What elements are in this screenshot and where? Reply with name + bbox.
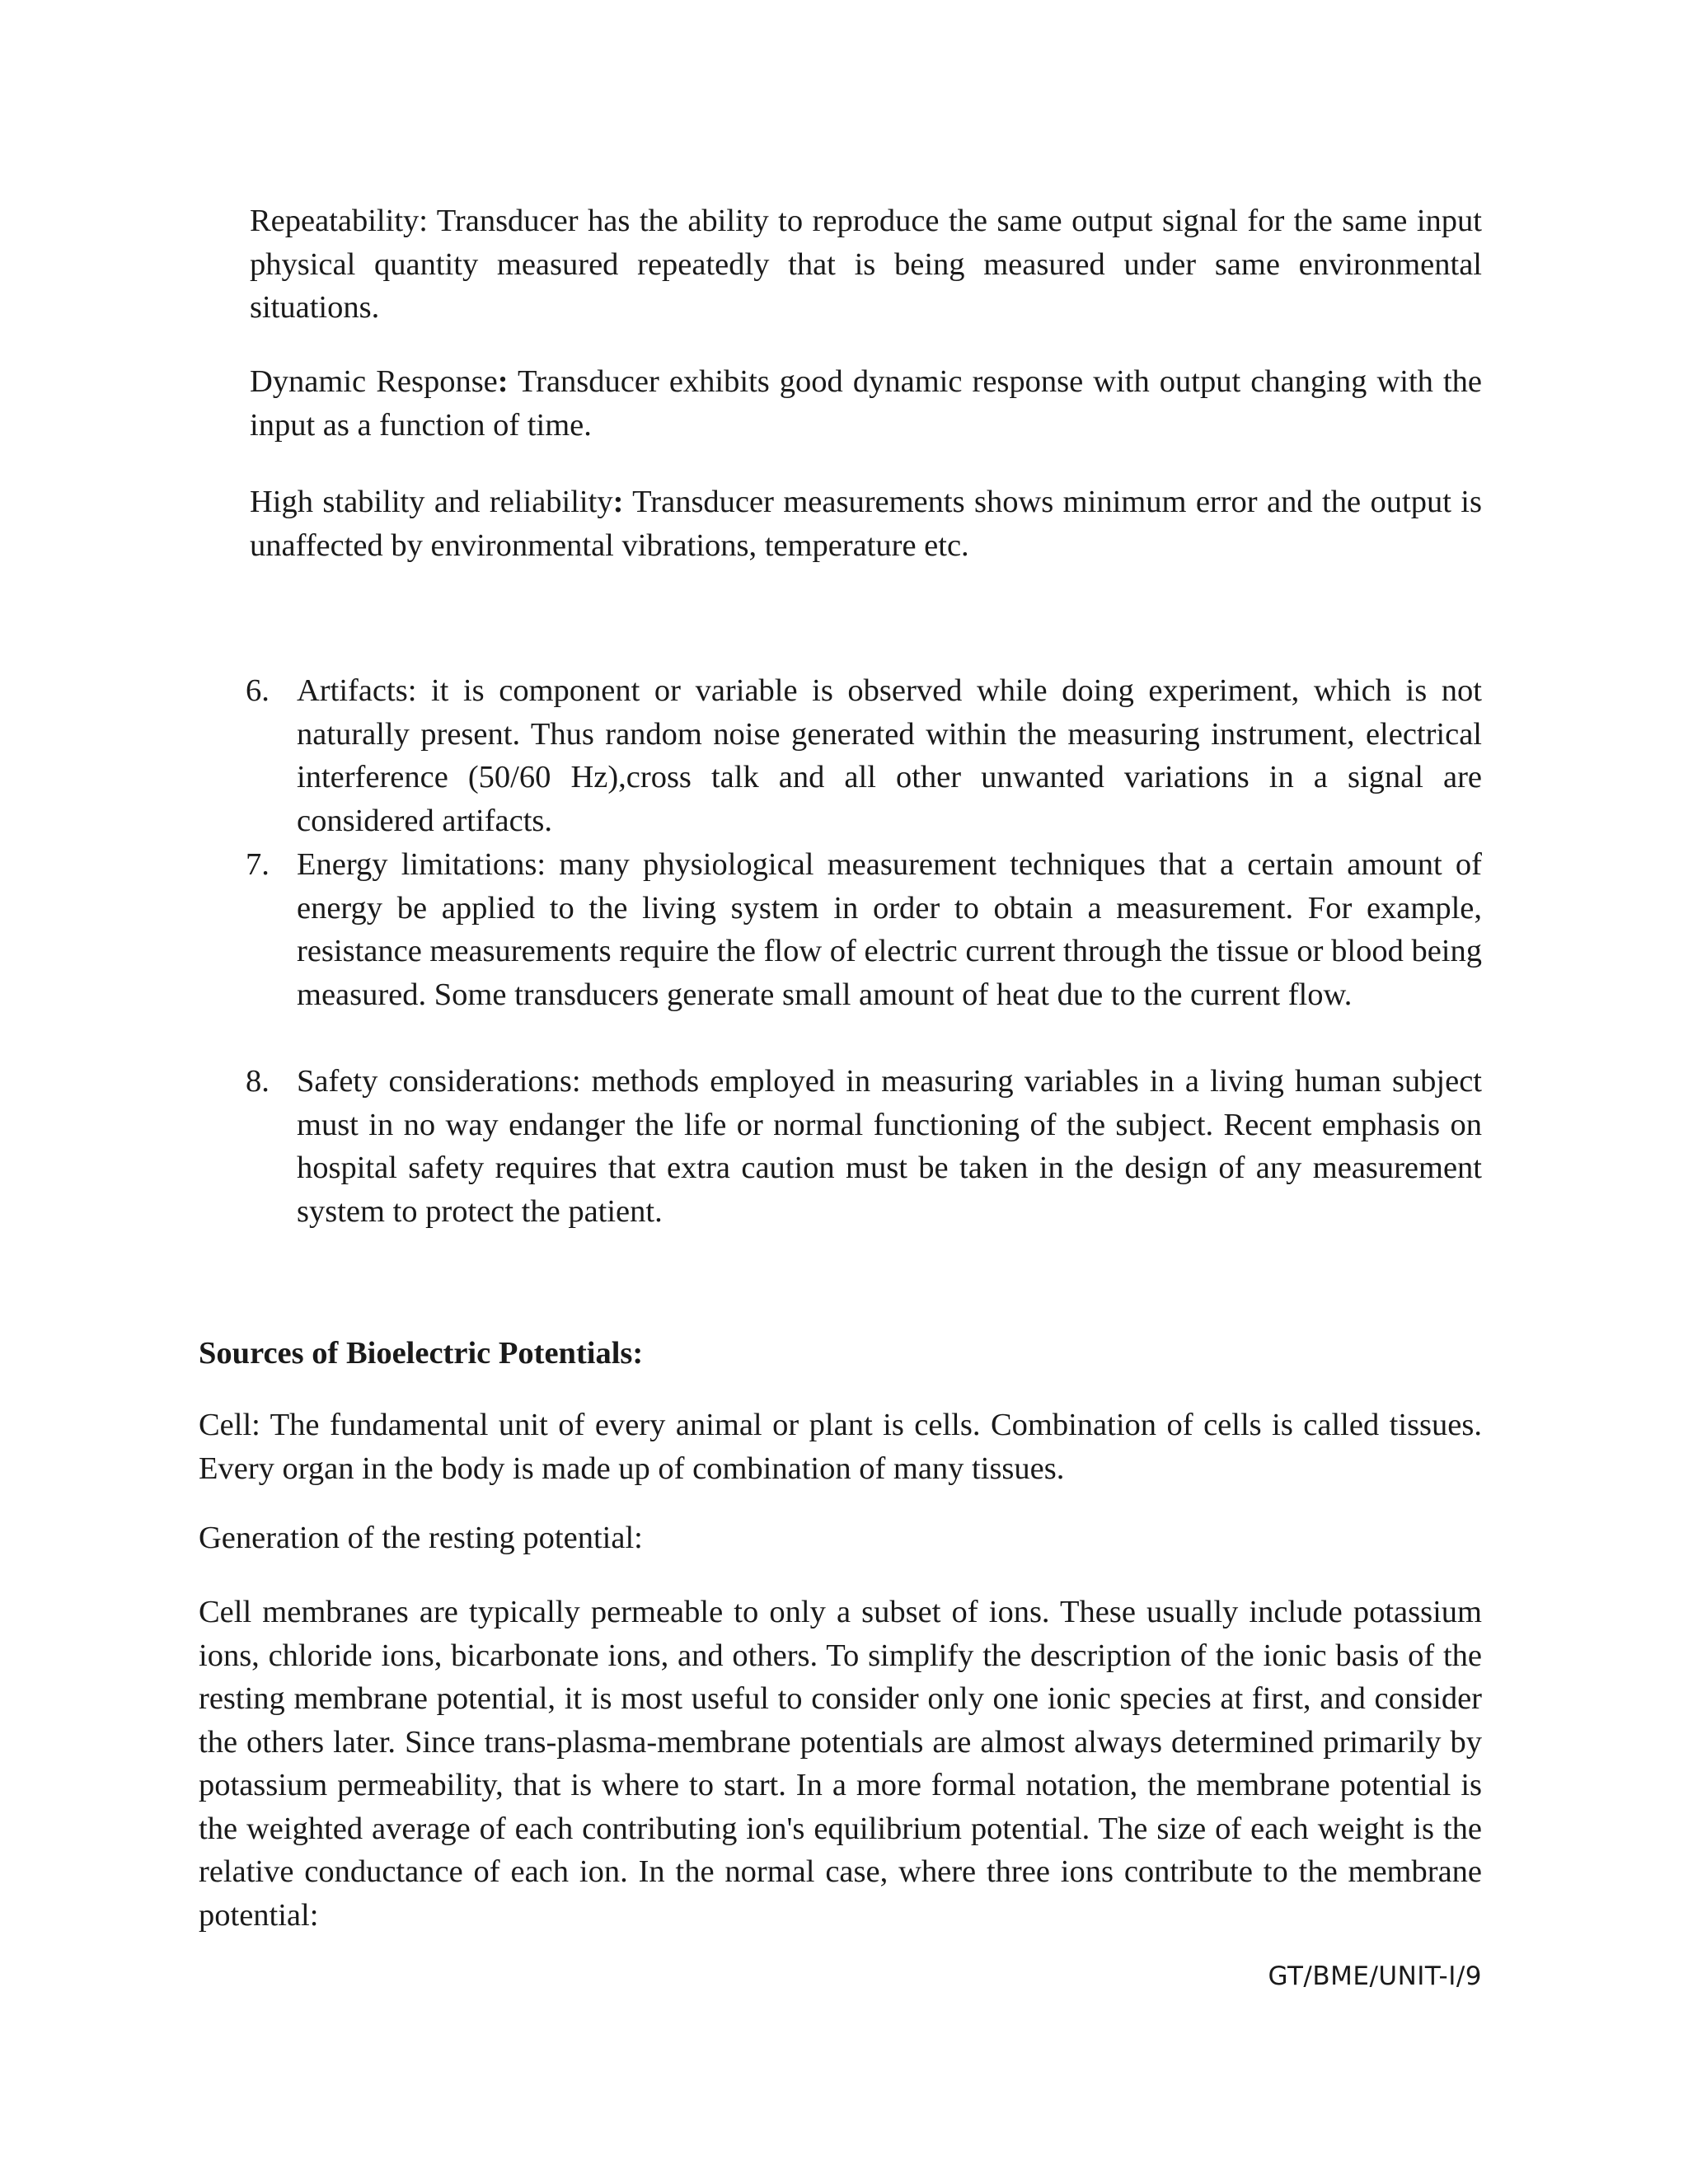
definition-body: Transducer has the ability to reproduce the same output signal for the same input physical quantity measured repeatedly that is being measured under same environmental situations. — [250, 204, 1482, 325]
list-text: Energy limitations: many physiological measurement techniques that a certain amount of energy be applied to the living system in order to obtain a measurement. For example, resistance measurements require the flow of electric current through the tissue or blood being measured. Some transducers generate small amount of heat due to the current flow. — [297, 847, 1482, 1012]
definition-term: Repeatability — [250, 204, 420, 238]
definition-term: Dynamic Response — [250, 364, 498, 399]
definition-colon: : — [419, 204, 428, 238]
definition-term: High stability and reliability — [250, 485, 613, 519]
definition-colon: : — [497, 364, 509, 399]
list-number: 7. — [246, 847, 270, 882]
list-item-safety — [246, 1060, 1482, 1233]
list-number: 8. — [246, 1064, 270, 1099]
list-text: Safety considerations: methods employed in measuring variables in a living human subject must in no way endanger the life or normal functioning of the subject. Recent emphasis on hospital safety requires that extra caution must be taken in the design of any measurement system to protect the patient. — [297, 1064, 1482, 1229]
membrane-paragraph: Cell membranes are typically permeable to only a subset of ions. These usually include potassium ions, chloride ions, bicarbonate ions, and others. To simplify the description of the ionic basis of the resting membrane potential, it is most useful to consider only one ionic species at first, and consider the others later. Since trans-plasma-membrane potentials are almost always determined primarily by potassium permeability, that is where to start. In a more formal notation, the membrane potential is the weighted average of each contributing ion's equilibrium potential. The size of each weight is the relative conductance of each ion. In the normal case, where three ions contribute to the membrane potential: — [199, 1595, 1482, 1933]
cell-paragraph: Cell: The fundamental unit of every animal or plant is cells. Combination of cells is called tissues. Every organ in the body is made up of combination of many tissues. — [199, 1408, 1482, 1486]
list-text: Artifacts: it is component or variable is observed while doing experiment, which is not naturally present. Thus random noise generated within the measuring instrument, electrical interference (50/60 Hz),cross talk and all other unwanted variations in a signal are considered artifacts. — [297, 673, 1482, 838]
definition-body: Transducer exhibits good dynamic response with output changing with the input as a function of time. — [250, 364, 1482, 443]
list-number: 6. — [246, 673, 270, 708]
definition-colon: : — [612, 485, 624, 519]
definition-body: Transducer measurements shows minimum error and the output is unaffected by environmental vibrations, temperature etc. — [250, 485, 1482, 563]
page-footer: GT/BME/UNIT-I/9 — [1268, 1961, 1482, 1991]
section-heading: Sources of Bioelectric Potentials: — [199, 1336, 644, 1371]
definition-repeatability — [250, 199, 1482, 330]
definition-dynamic-response — [250, 360, 1482, 447]
definition-stability — [250, 480, 1482, 567]
list-item-energy-limitations — [246, 843, 1482, 1016]
subheading-resting-potential: Generation of the resting potential: — [199, 1521, 643, 1555]
list-item-artifacts — [246, 669, 1482, 842]
